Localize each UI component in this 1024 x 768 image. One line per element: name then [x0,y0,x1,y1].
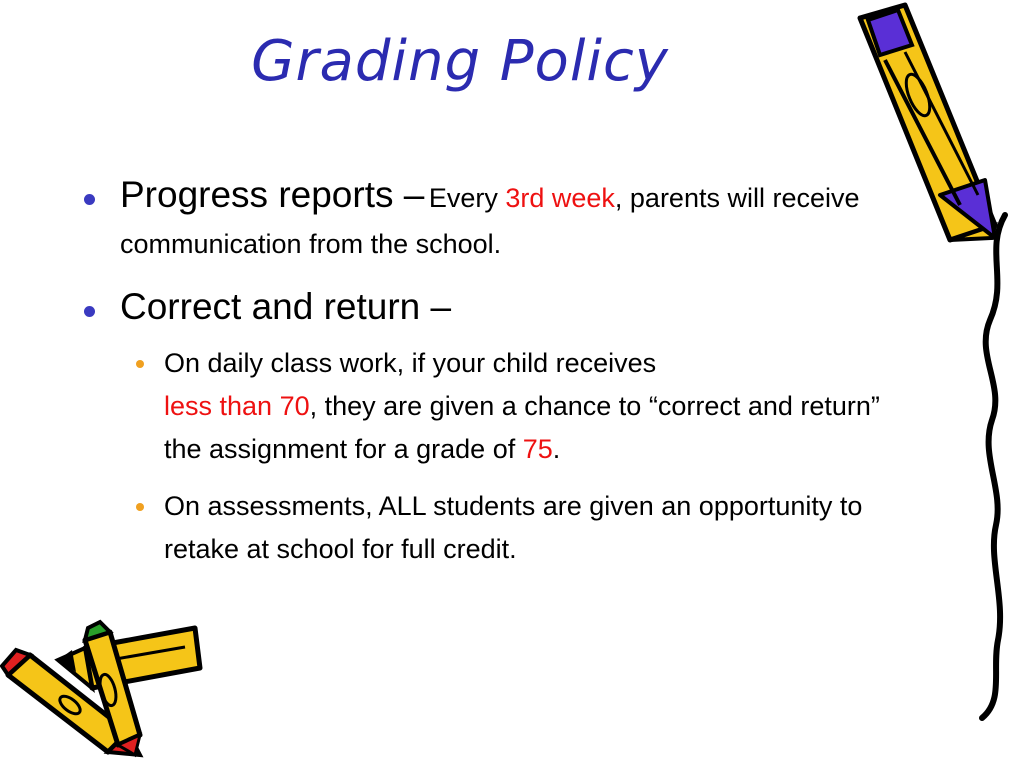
daily-text-3: . [552,434,561,464]
assessments-text: On assessments, ALL students are given an opportunity to retake at school for full credit. [164,491,863,564]
progress-text-before: Every [428,183,506,213]
bullet-lead-progress: Progress reports – [120,174,425,215]
pencil-icon-top-right [860,5,995,240]
progress-highlight: 3rd week [505,183,615,213]
daily-highlight-1: less than 70 [164,391,310,421]
bullet-lead-correct: Correct and return – [120,286,452,327]
slide-title: Grading Policy [251,29,669,94]
daily-text-1: On daily class work, if your child receives [164,348,657,378]
daily-text-2: , they are given a chance to “correct and return” the assignment for a grade of [164,391,880,464]
progress-text-after: , parents will receive communication from the school. [120,183,860,259]
daily-highlight-2: 75 [522,434,553,464]
wavy-line-right [982,215,1005,718]
crossed-pencils-icon [2,622,200,755]
